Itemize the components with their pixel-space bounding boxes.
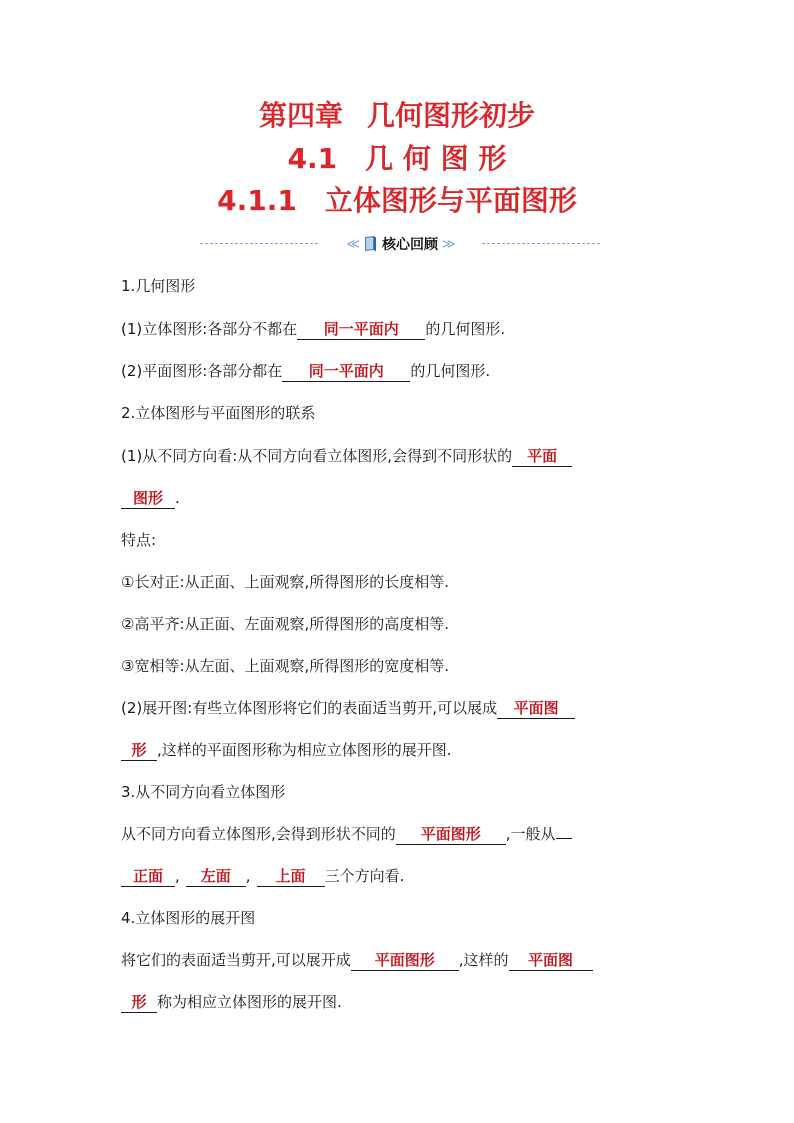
- answer-blank: 同一平面内: [282, 362, 410, 382]
- text: 三个方向看.: [324, 867, 405, 885]
- text: 将它们的表面适当剪开,可以展开成: [121, 951, 351, 969]
- text: (2)平面图形:各部分都在: [121, 362, 283, 380]
- net-definition: [121, 698, 575, 719]
- views-directions: [121, 866, 404, 887]
- answer-blank: 平面图: [509, 951, 593, 971]
- left-chevrons-icon: ≪: [346, 236, 358, 252]
- net-definition-cont: [121, 740, 452, 761]
- view-from-directions: [121, 446, 572, 467]
- book-icon: [362, 235, 378, 253]
- feature-width: ③宽相等:从左面、上面观察,所得图形的宽度相等.: [121, 657, 450, 675]
- text: 的几何图形.: [425, 320, 506, 338]
- heading-geometric-figures: 1.几何图形: [121, 277, 196, 295]
- chapter-number: 第四章: [258, 99, 343, 132]
- features-label: 特点:: [121, 531, 157, 549]
- nets-description-cont: [121, 992, 342, 1013]
- core-review-banner: [200, 233, 600, 255]
- answer-blank: 同一平面内: [297, 320, 425, 340]
- text: ,这样的: [458, 951, 509, 969]
- text: ,这样的平面图形称为相应立体图形的展开图.: [157, 741, 452, 759]
- answer-blank: 平面图形: [396, 825, 506, 845]
- text: 的几何图形.: [410, 362, 491, 380]
- answer-blank: 上面: [257, 867, 325, 887]
- banner-label: 核心回顾: [382, 237, 438, 253]
- answer-blank: 平面: [512, 447, 572, 467]
- text: ,: [175, 867, 180, 885]
- heading-relation: 2.立体图形与平面图形的联系: [121, 404, 316, 422]
- chapter-name: 几何图形初步: [367, 99, 536, 132]
- banner-right-line: [482, 243, 600, 244]
- view-from-directions-cont: [121, 488, 180, 509]
- banner-left-line: [200, 243, 318, 244]
- feature-length: ①长对正:从正面、上面观察,所得图形的长度相等.: [121, 573, 450, 591]
- subsection-title: 4.1.1 立体图形与平面图形: [217, 184, 577, 217]
- nets-description: [121, 950, 593, 971]
- section-title: 4.1 几 何 图 形: [287, 142, 507, 175]
- text: (2)展开图:有些立体图形将它们的表面适当剪开,可以展成: [121, 699, 498, 717]
- answer-blank: 形: [121, 993, 157, 1013]
- text: 称为相应立体图形的展开图.: [157, 993, 342, 1011]
- text: ,: [245, 867, 251, 885]
- answer-blank: 左面: [186, 867, 246, 887]
- answer-blank: 形: [121, 741, 157, 761]
- answer-blank: 平面图形: [351, 951, 459, 971]
- banner-center: [318, 233, 482, 255]
- text: ,一般从: [505, 825, 556, 843]
- text: (1)立体图形:各部分不都在: [121, 320, 298, 338]
- solid-figure-definition: [121, 319, 505, 340]
- text: (1)从不同方向看:从不同方向看立体图形,会得到不同形状的: [121, 447, 513, 465]
- heading-nets: 4.立体图形的展开图: [121, 909, 256, 927]
- heading-views: 3.从不同方向看立体图形: [121, 783, 286, 801]
- plane-figure-definition: [121, 361, 490, 382]
- answer-blank: 平面图: [497, 699, 575, 719]
- right-chevrons-icon: ≫: [442, 236, 454, 252]
- text: .: [175, 489, 180, 507]
- answer-blank: 正面: [121, 867, 175, 887]
- views-description: [121, 824, 572, 845]
- answer-blank-empty: [556, 838, 572, 839]
- text: 从不同方向看立体图形,会得到形状不同的: [121, 825, 396, 843]
- answer-blank: 图形: [121, 489, 175, 509]
- feature-height: ②高平齐:从正面、左面观察,所得图形的高度相等.: [121, 615, 450, 633]
- chapter-title: [0, 99, 794, 132]
